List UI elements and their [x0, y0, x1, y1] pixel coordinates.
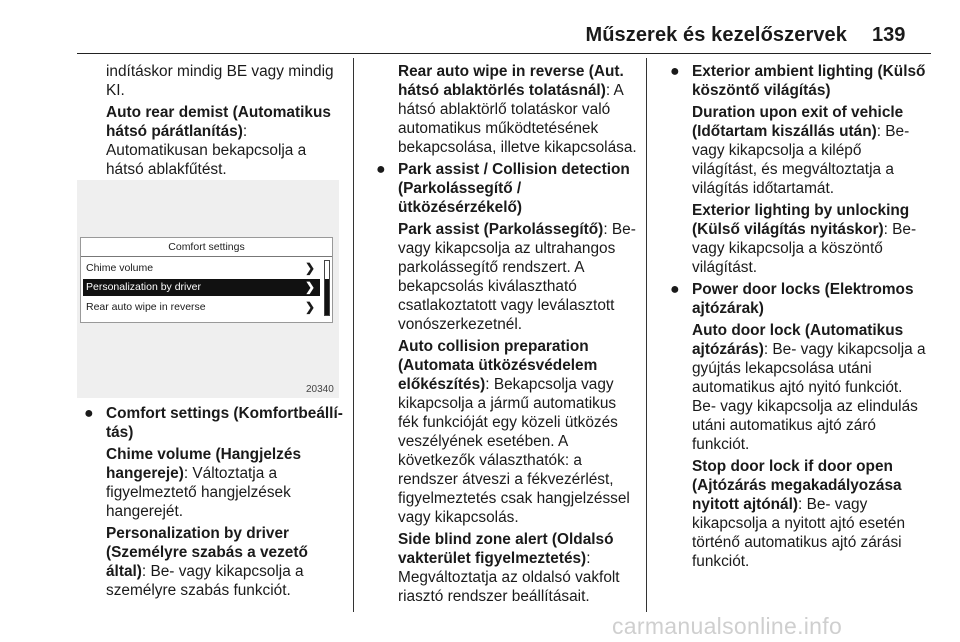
unlock-lighting-text: : Be- vagy kikapcsolja a köszöntő világítást. — [692, 221, 917, 276]
column-divider-1 — [353, 58, 354, 612]
exterior-lighting-bullet — [670, 62, 928, 100]
duration-text: : Be- vagy kikapcsolja a kilépő világítást, és megváltoztatja a világítás időtartamát. — [692, 123, 910, 197]
display-screen — [80, 237, 333, 323]
chevron-right-icon: ❯ — [304, 300, 315, 314]
collision-prep-text: : Bekapcsolja vagy kikapcsolja a jármű automatikus fék funkcióját egy közeli ütközés veszélyének esetében. A következők választhatók: a rendszer átveszi a fékvezérlést, figyelmeztetés csak hangjelzéssel vagy kikapcsolás. — [398, 376, 630, 526]
stop-door-lock-text: : Be- vagy kikapcsolja a nyitott ajtó esetén történő automatikus ajtó zárási funkciót. — [692, 496, 906, 570]
park-assist-text: : Be- vagy kikapcsolja az ultrahangos parkolássegítő rendszert. A bekapcsolás kiválasztható csatlakoztatott vagy leválasztott vonószerkezetnél. — [398, 221, 636, 333]
auto-door-lock-entry — [692, 321, 928, 454]
bullet-icon: ● — [670, 63, 680, 80]
comfort-settings-bullet — [84, 404, 346, 442]
auto-door-lock-text: : Be- vagy kikapcsolja a gyújtás lekapcsolása utáni automatikus ajtó nyitó funkciót. Be- vagy kikapcsolja az elindulás utáni automatikus ajtó záró funkciót. — [692, 341, 926, 453]
collision-prep-title: Auto collision preparation (Automata ütközésvédelem előkészítés) — [398, 338, 598, 393]
page-number: 139 — [872, 24, 906, 46]
rear-demist-entry — [106, 103, 346, 179]
intro-text: indításkor mindig BE vagy mindig KI. — [106, 63, 334, 99]
bullet-icon: ● — [376, 161, 386, 178]
door-locks-bullet — [670, 280, 928, 318]
blind-zone-entry — [398, 530, 640, 606]
column-1 — [106, 62, 346, 182]
park-assist-entry — [398, 220, 640, 334]
duration-title: Duration upon exit of vehicle (Időtartam kiszállás után) — [692, 104, 904, 140]
blind-zone-title: Side blind zone alert (Oldalsó vakterület figyelmeztetés) — [398, 531, 614, 567]
personalization-entry — [106, 524, 346, 600]
menu-item-label: Personalization by driver — [86, 281, 201, 293]
rear-wipe-entry — [398, 62, 640, 157]
exterior-lighting-heading: Exterior ambient lighting (Külső köszöntő világítás) — [692, 63, 926, 99]
park-assist-bullet — [376, 160, 640, 217]
menu-item-personalization-by-driver[interactable] — [83, 279, 320, 296]
column-3 — [670, 62, 928, 574]
chevron-right-icon: ❯ — [304, 261, 315, 275]
bullet-icon: ● — [670, 281, 680, 298]
unlock-lighting-title: Exterior lighting by unlocking (Külső világítás nyitáskor) — [692, 202, 910, 238]
rear-wipe-title: Rear auto wipe in reverse (Aut. hátsó ablaktörlés tolatásnál) — [398, 63, 624, 99]
personalization-title: Personalization by driver (Személyre szabás a vezető által) — [106, 525, 308, 580]
door-locks-heading: Power door locks (Elektromos ajtózárak) — [692, 281, 914, 317]
auto-door-lock-title: Auto door lock (Automatikus ajtózárás) — [692, 322, 904, 358]
blind-zone-text: : Megváltoztatja az oldalsó vakfolt riasztó rendszer beállításait. — [398, 550, 620, 605]
duration-entry — [692, 103, 928, 198]
column-2 — [376, 62, 640, 609]
menu-scrollbar[interactable] — [324, 260, 330, 316]
personalization-text: : Be- vagy kikapcsolja a személyre szabás funkciót. — [106, 563, 304, 599]
column-1-lower — [84, 404, 346, 603]
comfort-settings-title: Comfort settings (Komfortbeállítás) — [106, 405, 343, 441]
collision-prep-entry — [398, 337, 640, 527]
rear-demist-text: : Automatikusan bekapcsolja a hátsó ablakfűtést. — [106, 123, 307, 178]
screen-title: Comfort settings — [81, 238, 332, 257]
rear-wipe-text: : A hátsó ablaktörlő tolatáskor való automatikus működtetésének bekapcsolása, illetve kikapcsolása. — [398, 82, 637, 156]
menu-item-label: Chime volume — [86, 262, 154, 274]
park-assist-title: Park assist (Parkolássegítő) — [398, 221, 604, 238]
rear-demist-title: Auto rear demist (Automatikus hátsó párátlanítás) — [106, 104, 331, 140]
running-header-title: Műszerek és kezelőszervek — [585, 24, 847, 46]
stop-door-lock-entry — [692, 457, 928, 571]
chime-volume-text: : Változtatja a figyelmeztető hangjelzések hangerejét. — [106, 465, 291, 520]
menu-item-label: Rear auto wipe in reverse — [86, 301, 206, 313]
menu-item-chime-volume[interactable] — [83, 260, 320, 277]
chevron-right-icon: ❯ — [304, 280, 315, 294]
bullet-icon: ● — [84, 405, 94, 422]
watermark: carmanualsonline.info — [612, 613, 843, 639]
stop-door-lock-title: Stop door lock if door open (Ajtózárás megakadályozása nyitott ajtónál) — [692, 458, 902, 513]
chime-volume-entry — [106, 445, 346, 521]
figure-number: 20340 — [306, 384, 334, 395]
menu-item-rear-auto-wipe[interactable] — [83, 299, 320, 316]
park-assist-heading: Park assist / Collision detection (Parkolássegítő / ütközésérzékelő) — [398, 161, 630, 216]
unlock-lighting-entry — [692, 201, 928, 277]
header-rule — [77, 53, 931, 54]
chime-volume-title: Chime volume (Hangjelzés hangereje) — [106, 446, 301, 482]
scrollbar-thumb[interactable] — [325, 279, 329, 315]
column-divider-2 — [646, 58, 647, 612]
